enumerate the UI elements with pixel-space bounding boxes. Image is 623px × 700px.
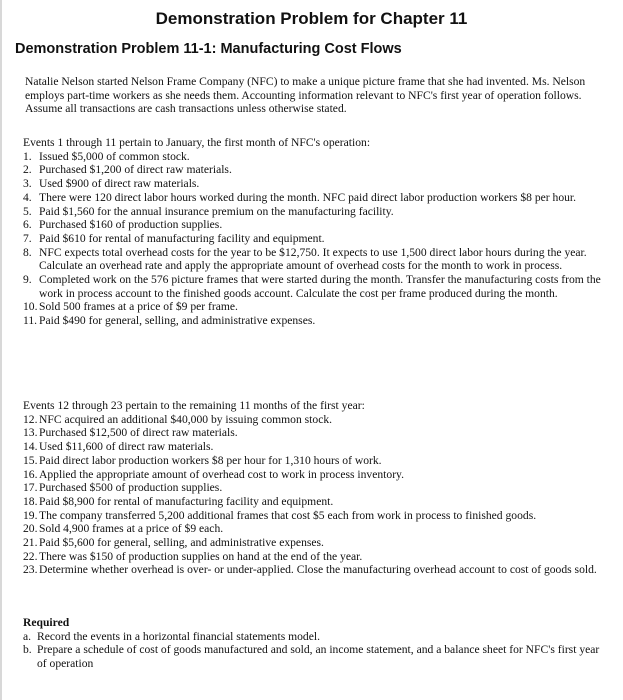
problem-title: Demonstration Problem 11-1: Manufacturing Cost Flows [15, 41, 402, 57]
event-item: 23. Determine whether overhead is over- or under-applied. Close the manufacturing overhead account to cost of goods sold. [23, 563, 597, 577]
event-item: 1. Issued $5,000 of common stock. [23, 149, 190, 163]
january-event-list [23, 150, 603, 328]
required-section [23, 616, 603, 671]
page-edge-divider [0, 0, 2, 700]
event-item: 18. Paid $8,900 for rental of manufacturing facility and equipment. [23, 494, 334, 508]
event-item: 19. The company transferred 5,200 additional frames that cost $5 each from work in process to finished goods. [23, 508, 537, 522]
event-item: 5. Paid $1,560 for the annual insurance premium on the manufacturing facility. [23, 204, 394, 218]
required-list [23, 630, 603, 671]
event-item: 15. Paid direct labor production workers $8 per hour for 1,310 hours of work. [23, 453, 382, 467]
remaining-event-list [23, 413, 603, 577]
event-item: 6. Purchased $160 of production supplies. [23, 218, 223, 232]
remaining-heading: Events 12 through 23 pertain to the remaining 11 months of the first year: [23, 399, 365, 412]
event-item: 7. Paid $610 for rental of manufacturing facility and equipment. [23, 231, 325, 245]
required-heading: Required [23, 616, 70, 629]
january-heading: Events 1 through 11 pertain to January, the first month of NFC's operation: [23, 136, 371, 149]
event-item: 22. There was $150 of production supplies on hand at the end of the year. [23, 549, 363, 563]
required-item: b. Prepare a schedule of cost of goods manufactured and sold, an income statement, and a balance sheet for NFC's first year of operation [23, 643, 600, 671]
event-item: 12. NFC acquired an additional $40,000 by issuing common stock. [23, 412, 333, 426]
event-item: 11. Paid $490 for general, selling, and administrative expenses. [23, 314, 316, 328]
event-item: 4. There were 120 direct labor hours worked during the month. NFC paid direct labor production workers $8 per hour. [23, 190, 577, 204]
event-item: 9. Completed work on the 576 picture frames that were started during the month. Transfer the manufacturing costs from the work in process account to the finished goods account. Calculate the cost per frame produced during the month. [23, 273, 601, 300]
event-item: 10. Sold 500 frames at a price of $9 per frame. [23, 300, 238, 314]
january-events-section [23, 136, 603, 328]
event-item: 13. Purchased $12,500 of direct raw materials. [23, 426, 238, 440]
event-item: 14. Used $11,600 of direct raw materials. [23, 440, 214, 454]
event-item: 16. Applied the appropriate amount of overhead cost to work in process inventory. [23, 467, 404, 481]
event-item: 3. Used $900 of direct raw materials. [23, 177, 200, 191]
event-item: 2. Purchased $1,200 of direct raw materials. [23, 163, 232, 177]
event-item: 21. Paid $5,600 for general, selling, and administrative expenses. [23, 536, 324, 550]
event-item: 20. Sold 4,900 frames at a price of $9 each. [23, 522, 224, 536]
chapter-title: Demonstration Problem for Chapter 11 [155, 9, 468, 28]
remaining-events-section [23, 399, 603, 577]
required-item: a. Record the events in a horizontal financial statements model. [23, 629, 320, 643]
event-item: 17. Purchased $500 of production supplies. [23, 481, 223, 495]
intro-paragraph: Natalie Nelson started Nelson Frame Company (NFC) to make a unique picture frame that she had invented. Ms. Nelson employs part-time workers as she needs them. Accounting information relevant to NFC's first year of operation follows. Assume all transactions are cash transactions unless otherwise stated. [25, 75, 586, 116]
event-item: 8. NFC expects total overhead costs for the year to be $12,750. It expects to use 1,500 direct labor hours during the year. Calculate an overhead rate and apply the appropriate amount of overhead costs for the month to work in process. [23, 245, 587, 273]
